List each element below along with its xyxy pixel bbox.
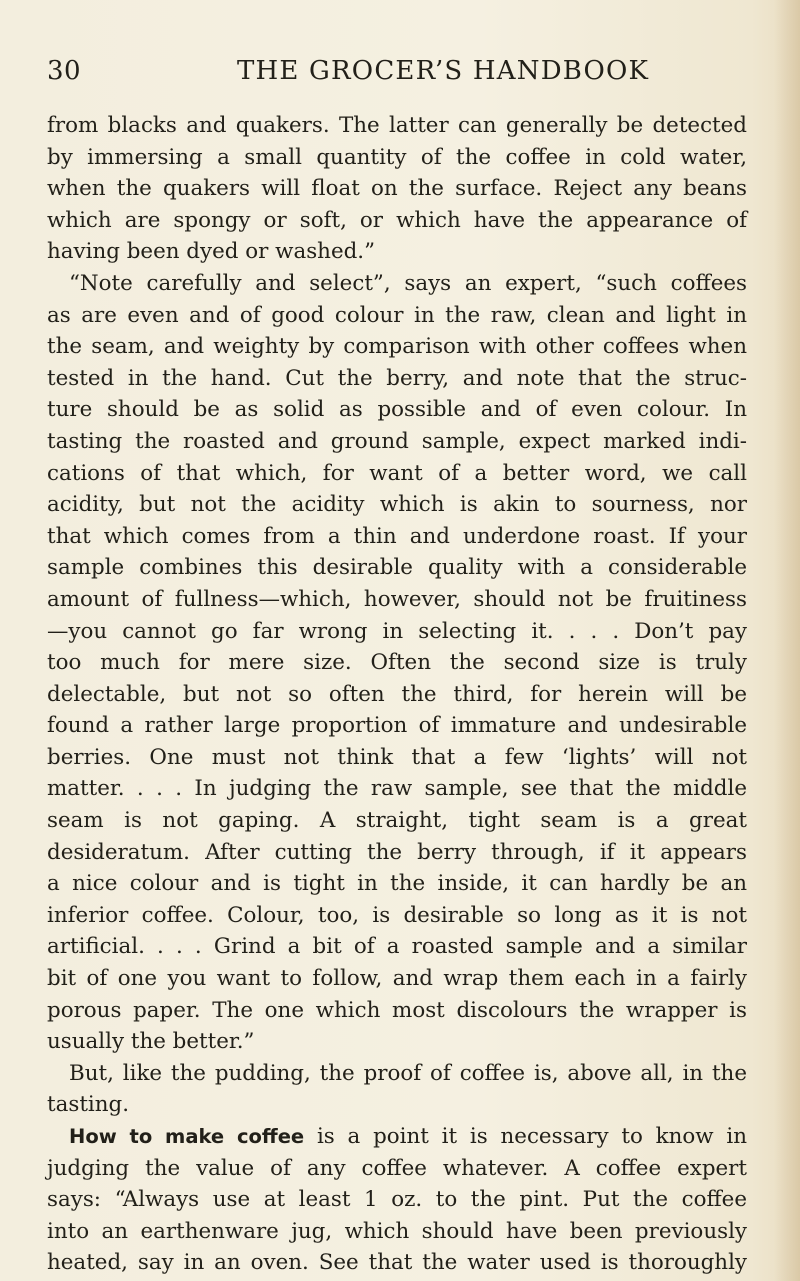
text-line: “Note carefully and select”, says an expert, “such coffees [69, 270, 747, 296]
sidehead-line [47, 1121, 747, 1153]
text-line: which are spongy or soft, or which have the appearance of [47, 207, 747, 233]
text-line: a nice colour and is tight in the inside, it can hardly be an [47, 871, 747, 897]
text-line: from blacks and quakers. The latter can generally be detected [47, 113, 747, 138]
text-line: matter. . . . In judging the raw sample, see that the middle [47, 776, 747, 802]
text-line: usually the better.” [47, 1029, 255, 1055]
body-text [47, 110, 747, 1279]
text-line: seam is not gaping. A straight, tight seam is a great [47, 808, 747, 834]
text-line: —you cannot go far wrong in selecting it. . . . Don’t pay [47, 618, 747, 644]
text-line: that which comes from a thin and underdone roast. If your [47, 523, 747, 549]
text-line: heated, say in an oven. See that the water used is thoroughly [47, 1250, 747, 1276]
running-head [47, 56, 747, 90]
text-line: sample combines this desirable quality with a considerable [47, 555, 747, 581]
text-line: tasting. [47, 1092, 130, 1118]
text-line: desideratum. After cutting the berry through, if it appears [47, 839, 747, 865]
text-line: artificial. . . . Grind a bit of a roasted sample and a similar [47, 934, 747, 960]
text-line: cations of that which, for want of a better word, we call [47, 460, 747, 486]
text-line: berries. One must not think that a few ‘lights’ will not [47, 744, 747, 770]
sidehead-line-rest: is a point it is necessary to know in [304, 1124, 748, 1149]
text-line: the seam, and weighty by comparison with other coffees when [47, 334, 747, 360]
text-line: having been dyed or washed.” [47, 239, 376, 265]
text-line: too much for mere size. Often the second size is truly [47, 650, 747, 676]
text-line: by immersing a small quantity of the coffee in cold water, [47, 144, 747, 170]
text-line: into an earthenware jug, which should have been previously [47, 1218, 747, 1244]
text-line: says: “Always use at least 1 oz. to the pint. Put the coffee [47, 1187, 747, 1213]
text-line: found a rather large proportion of immature and undesirable [47, 713, 747, 739]
text-line: as are even and of good colour in the raw, clean and light in [47, 302, 747, 328]
text-line: inferior coffee. Colour, too, is desirable so long as it is not [47, 902, 747, 928]
running-title: THE GROCER’S HANDBOOK [237, 56, 650, 86]
text-line: amount of fullness—which, however, should not be fruitiness [47, 586, 747, 612]
text-line: judging the value of any coffee whatever. A coffee expert [47, 1155, 747, 1181]
text-line: when the quakers will float on the surface. Reject any beans [47, 176, 747, 202]
page-number: 30 [47, 56, 82, 86]
text-line: tested in the hand. Cut the berry, and note that the struc- [47, 365, 747, 391]
text-line: acidity, but not the acidity which is akin to sourness, nor [47, 492, 747, 518]
text-line: bit of one you want to follow, and wrap them each in a fairly [47, 966, 747, 992]
text-line: tasting the roasted and ground sample, expect marked indi- [47, 428, 747, 454]
page-edge-shadow [774, 0, 800, 1281]
text-line: But, like the pudding, the proof of coffee is, above all, in the [69, 1060, 747, 1086]
text-line: delectable, but not so often the third, for herein will be [47, 681, 747, 707]
sidehead: How to make coffee [69, 1125, 305, 1148]
text-line: porous paper. The one which most discolours the wrapper is [47, 997, 747, 1023]
text-line: ture should be as solid as possible and of even colour. In [47, 397, 747, 423]
